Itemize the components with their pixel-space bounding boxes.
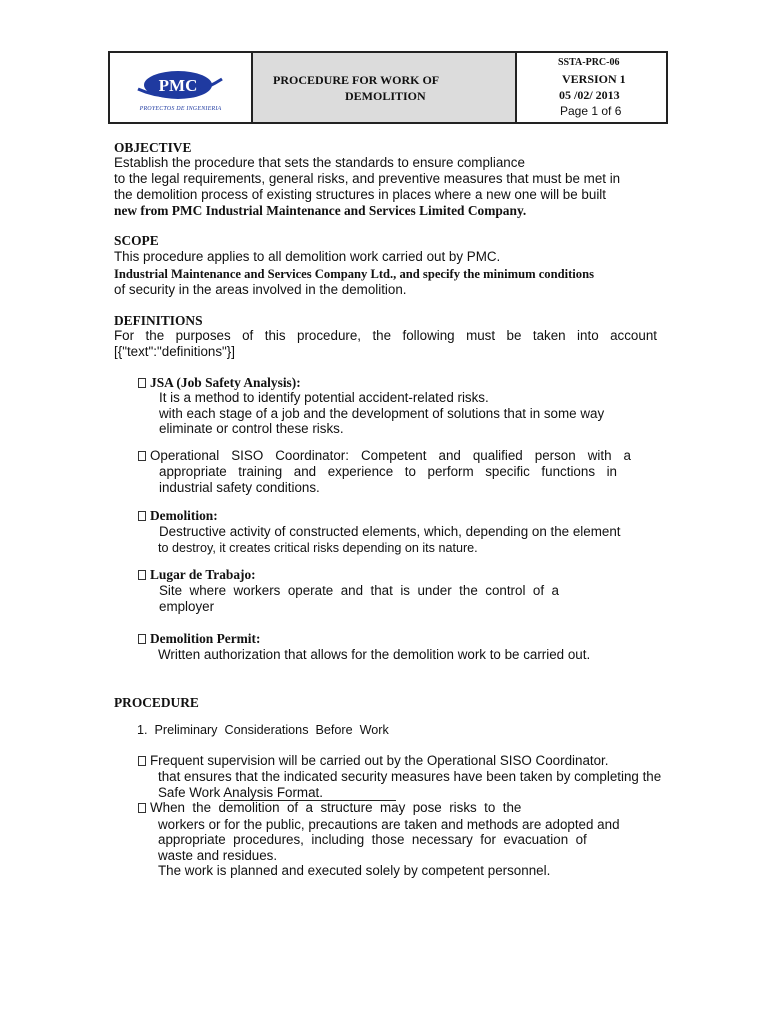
workplace-line-1: Site where workers operate and that is under the control of a [159, 583, 559, 598]
b1-line-3 [158, 785, 323, 801]
bullet-box-icon [138, 756, 146, 766]
definitions-intro-2: [{"text":"definitions"}] [114, 344, 235, 359]
siso-line-3: industrial safety conditions. [159, 480, 320, 495]
scope-heading: SCOPE [114, 233, 159, 248]
siso-line-2: appropriate training and experience to perform specific functions in [159, 464, 617, 479]
document-version: VERSION 1 [562, 72, 626, 86]
scope-line-1: This procedure applies to all demolition work carried out by PMC. [114, 249, 501, 264]
b1-line-1: Frequent supervision will be carried out by the Operational SISO Coordinator. [150, 753, 609, 768]
definition-jsa [138, 375, 301, 391]
title-line-1: PROCEDURE FOR WORK OF [273, 73, 440, 87]
definition-permit [138, 631, 260, 647]
workplace-title: Lugar de Trabajo: [150, 567, 256, 582]
procedure-bullet-2 [138, 800, 521, 816]
procedure-bullet-1 [138, 753, 609, 769]
procedure-heading: PROCEDURE [114, 695, 199, 710]
document-title [253, 53, 517, 122]
b2-line-1: When the demolition of a structure may pose risks to the [150, 800, 522, 815]
workplace-line-2: employer [159, 599, 215, 614]
definitions-intro: For the purposes of this procedure, the following must be taken into account [114, 328, 657, 343]
procedure-item-1: 1. Preliminary Considerations Before Work [137, 723, 389, 737]
jsa-line-2: with each stage of a job and the development of solutions that in some way [159, 406, 605, 421]
document-header [108, 51, 668, 124]
bullet-box-icon [138, 634, 146, 644]
jsa-line-1: It is a method to identify potential accident-related risks. [159, 390, 489, 405]
b2-line-2: workers or for the public, precautions are taken and methods are adopted and [158, 817, 620, 832]
document-date: 05 /02/ 2013 [559, 88, 620, 102]
scope-bold-line: Industrial Maintenance and Services Company Ltd., and specify the minimum conditions [114, 267, 595, 281]
scope-line-3: of security in the areas involved in the demolition. [114, 282, 407, 297]
title-line-2: DEMOLITION [345, 89, 426, 103]
permit-title: Demolition Permit: [150, 631, 261, 646]
demolition-line-2: to destroy, it creates critical risks depending on its nature. [158, 541, 478, 555]
b2-line-5: The work is planned and executed solely by competent personnel. [158, 863, 551, 878]
demolition-line-1: Destructive activity of constructed elements, which, depending on the element [159, 524, 621, 539]
definition-siso [138, 448, 631, 464]
document-meta [517, 53, 666, 122]
objective-line-2: to the legal requirements, general risks, and preventive measures that must be met in [114, 171, 621, 186]
b2-line-4: waste and residues. [158, 848, 278, 863]
b1-line-2: that ensures that the indicated security measures have been taken by completing the [158, 769, 662, 784]
bullet-box-icon [138, 803, 146, 813]
bullet-box-icon [138, 378, 146, 388]
pmc-logo-icon [132, 67, 232, 107]
bullet-box-icon [138, 451, 146, 461]
demolition-title: Demolition: [150, 508, 218, 523]
definitions-heading: DEFINITIONS [114, 313, 203, 328]
b1-line-3b: Analysis Format. [223, 785, 323, 800]
jsa-line-3: eliminate or control these risks. [159, 421, 344, 436]
objective-heading: OBJECTIVE [114, 140, 192, 155]
objective-line-3: the demolition process of existing structures in places where a new one will be built [114, 187, 606, 202]
bullet-box-icon [138, 511, 146, 521]
objective-line-1: Establish the procedure that sets the standards to ensure compliance [114, 155, 525, 170]
company-logo [110, 53, 253, 122]
b2-line-3: appropriate procedures, including those necessary for evacuation of [158, 832, 587, 847]
definition-demolition [138, 508, 218, 524]
jsa-title: JSA (Job Safety Analysis): [150, 375, 301, 390]
b1-line-3a: Safe Work [158, 785, 224, 800]
definition-workplace [138, 567, 256, 583]
siso-line-1: Operational SISO Coordinator: Competent and qualified person with a [150, 448, 631, 463]
page-number: Page 1 of 6 [560, 104, 622, 118]
objective-bold-line: new from PMC Industrial Maintenance and Services Limited Company. [114, 203, 527, 218]
bullet-box-icon [138, 570, 146, 580]
logo-text: PMC [158, 76, 198, 95]
permit-line: Written authorization that allows for the demolition work to be carried out. [158, 647, 591, 662]
logo-subtitle: PROYECTOS DE INGENIERIA [139, 106, 222, 112]
document-code: SSTA-PRC-06 [558, 57, 620, 68]
